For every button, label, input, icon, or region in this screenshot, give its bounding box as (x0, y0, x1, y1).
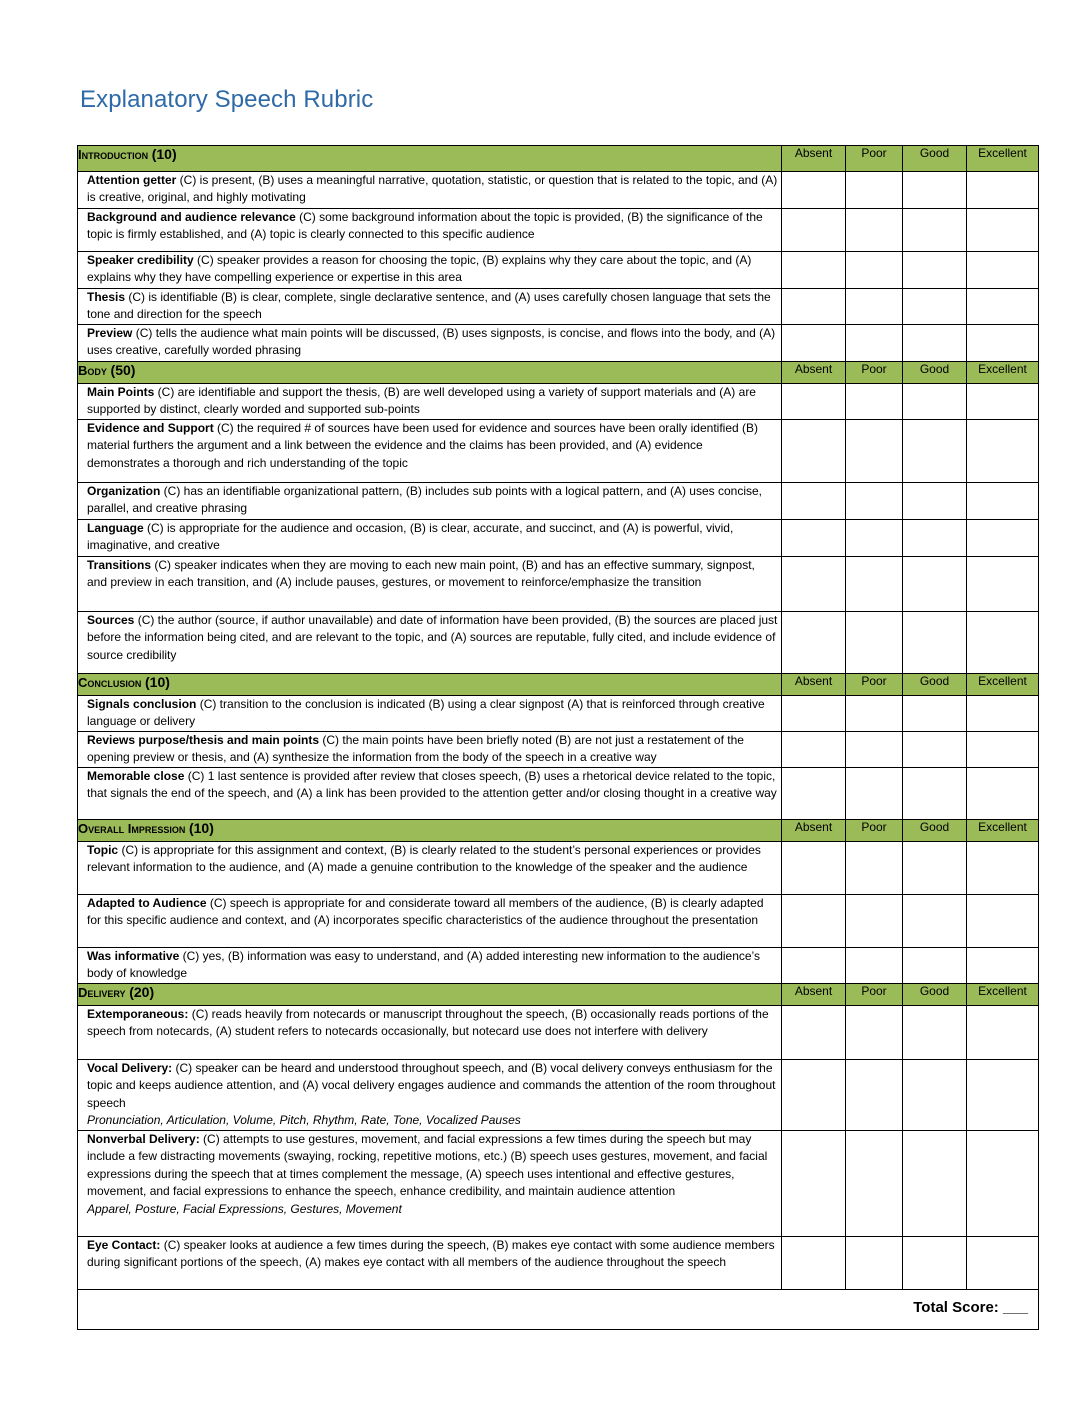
criterion-row (78, 1237, 1039, 1290)
criterion-label: Eye Contact: (87, 1238, 161, 1252)
total-score[interactable]: Total Score: ___ (78, 1290, 1039, 1330)
score-cell-poor[interactable] (846, 1006, 903, 1060)
score-cell-poor[interactable] (846, 612, 903, 674)
score-cell-good[interactable] (903, 948, 967, 984)
score-cell-excellent[interactable] (967, 768, 1039, 820)
score-cell-poor[interactable] (846, 483, 903, 520)
score-cell-poor[interactable] (846, 384, 903, 420)
score-cell-excellent[interactable] (967, 1006, 1039, 1060)
score-cell-excellent[interactable] (967, 1237, 1039, 1290)
section-header-row (78, 820, 1039, 842)
section-name: Introduction (78, 147, 149, 162)
section-title (78, 146, 782, 172)
criterion-text: (C) is identifiable (B) is clear, complete, single declarative sentence, and (A) uses carefully chosen language that sets the tone and direction for the speech (87, 290, 771, 322)
criterion-text: (C) the required # of sources have been used for evidence and sources have been orally identified (B) material furthers the argument and a link between the evidence and the claims has been provided, and (A) evidence demonstrates a thorough and rich understanding of the topic (87, 421, 759, 470)
score-cell-excellent[interactable] (967, 557, 1039, 612)
criterion-label: Speaker credibility (87, 253, 194, 267)
criterion-row (78, 420, 1039, 483)
score-cell-absent[interactable] (782, 483, 846, 520)
criterion-note: Pronunciation, Articulation, Volume, Pitch, Rhythm, Rate, Tone, Vocalized Pauses (87, 1113, 521, 1128)
criterion-row (78, 557, 1039, 612)
score-cell-absent[interactable] (782, 420, 846, 483)
score-cell-absent[interactable] (782, 252, 846, 289)
score-cell-excellent[interactable] (967, 1060, 1039, 1131)
criterion-text: (C) speaker looks at audience a few times during the speech, (B) makes eye contact with some audience members during significant portions of the speech, (A) makes eye contact with all members of the audience throughout the speech (87, 1238, 775, 1270)
criterion-label: Topic (87, 843, 119, 857)
criterion-description (78, 557, 782, 612)
score-cell-excellent[interactable] (967, 1131, 1039, 1237)
criterion-label: Organization (87, 484, 161, 498)
criterion-row (78, 520, 1039, 557)
criterion-row (78, 209, 1039, 252)
score-cell-absent[interactable] (782, 1237, 846, 1290)
score-cell-excellent[interactable] (967, 948, 1039, 984)
criterion-description (78, 289, 782, 325)
column-header-good: Good (903, 674, 967, 696)
score-cell-absent[interactable] (782, 732, 846, 768)
score-cell-absent[interactable] (782, 520, 846, 557)
score-cell-excellent[interactable] (967, 209, 1039, 252)
score-cell-poor[interactable] (846, 420, 903, 483)
column-header-excellent: Excellent (967, 674, 1039, 696)
page-title: Explanatory Speech Rubric (80, 86, 374, 113)
score-cell-good[interactable] (903, 1237, 967, 1290)
score-cell-poor[interactable] (846, 289, 903, 325)
criterion-text: (C) reads heavily from notecards or manuscript throughout the speech, (B) occasionally reads portions of the speech from notecards, (A) student refers to notecards occasionally, but notecard use does not interfere with delivery (87, 1007, 769, 1039)
column-header-good: Good (903, 362, 967, 384)
score-cell-absent[interactable] (782, 172, 846, 209)
score-cell-good[interactable] (903, 768, 967, 820)
section-header-row (78, 146, 1039, 172)
section-title (78, 362, 782, 384)
criterion-text: (C) speaker can be heard and understood throughout speech, and (B) vocal delivery conveys enthusiasm for the topic and keeps audience attention, and (A) vocal delivery engages audience and commands the attention of the room throughout speech (87, 1061, 776, 1110)
column-header-poor: Poor (846, 146, 903, 172)
column-header-good: Good (903, 820, 967, 842)
column-header-absent: Absent (782, 362, 846, 384)
criterion-description (78, 325, 782, 362)
score-cell-good[interactable] (903, 696, 967, 732)
criterion-description (78, 895, 782, 948)
column-header-excellent: Excellent (967, 362, 1039, 384)
score-cell-good[interactable] (903, 420, 967, 483)
criterion-label: Vocal Delivery: (87, 1061, 173, 1075)
score-cell-absent[interactable] (782, 1131, 846, 1237)
section-title (78, 674, 782, 696)
criterion-row (78, 325, 1039, 362)
criterion-text: (C) some background information about the topic is provided, (B) the significance of the topic is firmly established, and (A) topic is clearly connected to this specific audience (87, 210, 763, 242)
section-title (78, 820, 782, 842)
criterion-row (78, 252, 1039, 289)
criterion-label: Sources (87, 613, 135, 627)
score-cell-excellent[interactable] (967, 289, 1039, 325)
section-points: (50) (110, 362, 136, 378)
criterion-label: Reviews purpose/thesis and main points (87, 733, 320, 747)
score-cell-poor[interactable] (846, 1060, 903, 1131)
score-cell-good[interactable] (903, 252, 967, 289)
score-cell-poor[interactable] (846, 696, 903, 732)
score-cell-poor[interactable] (846, 209, 903, 252)
criterion-description (78, 520, 782, 557)
score-cell-poor[interactable] (846, 520, 903, 557)
column-header-good: Good (903, 984, 967, 1006)
score-cell-good[interactable] (903, 384, 967, 420)
score-cell-absent[interactable] (782, 895, 846, 948)
section-title (78, 984, 782, 1006)
criterion-note: Apparel, Posture, Facial Expressions, Gestures, Movement (87, 1201, 402, 1216)
score-cell-good[interactable] (903, 1006, 967, 1060)
criterion-label: Thesis (87, 290, 126, 304)
criterion-row (78, 696, 1039, 732)
section-name: Delivery (78, 985, 126, 1000)
section-points: (10) (145, 674, 170, 690)
criterion-row (78, 384, 1039, 420)
score-cell-absent[interactable] (782, 1006, 846, 1060)
section-header-row (78, 362, 1039, 384)
score-cell-poor[interactable] (846, 172, 903, 209)
criterion-label: Nonverbal Delivery: (87, 1132, 200, 1146)
column-header-poor: Poor (846, 362, 903, 384)
score-cell-poor[interactable] (846, 325, 903, 362)
score-cell-absent[interactable] (782, 768, 846, 820)
score-cell-good[interactable] (903, 1131, 967, 1237)
criterion-label: Adapted to Audience (87, 896, 207, 910)
column-header-excellent: Excellent (967, 984, 1039, 1006)
score-cell-absent[interactable] (782, 384, 846, 420)
score-cell-absent[interactable] (782, 209, 846, 252)
criterion-label: Preview (87, 326, 133, 340)
rubric-table (77, 145, 1039, 1330)
criterion-label: Signals conclusion (87, 697, 197, 711)
section-points: (10) (188, 820, 214, 836)
score-cell-excellent[interactable] (967, 172, 1039, 209)
score-cell-absent[interactable] (782, 696, 846, 732)
criterion-row (78, 1131, 1039, 1237)
column-header-poor: Poor (846, 984, 903, 1006)
column-header-absent: Absent (782, 984, 846, 1006)
criterion-description (78, 420, 782, 483)
score-cell-poor[interactable] (846, 1131, 903, 1237)
score-cell-absent[interactable] (782, 842, 846, 895)
criterion-text: (C) speaker indicates when they are moving to each new main point, (B) and has an effective summary, signpost, and preview in each transition, and (A) include pauses, gestures, or movement to reinforce/emphasize the transition (87, 558, 755, 590)
criterion-label: Memorable close (87, 769, 185, 783)
score-cell-good[interactable] (903, 483, 967, 520)
score-cell-excellent[interactable] (967, 483, 1039, 520)
column-header-poor: Poor (846, 820, 903, 842)
score-cell-good[interactable] (903, 520, 967, 557)
criterion-row (78, 948, 1039, 984)
criterion-text: (C) is present, (B) uses a meaningful narrative, quotation, statistic, or question that is related to the topic, and (A) is creative, original, and highly motivating (87, 173, 778, 205)
score-cell-poor[interactable] (846, 252, 903, 289)
criterion-text: (C) 1 last sentence is provided after review that closes speech, (B) uses a rhetorical device related to the topic, that signals the end of the speech, and (A) a link has been provided to the attention getter and/or closing thought in a creative way (87, 769, 777, 801)
score-cell-good[interactable] (903, 209, 967, 252)
criterion-description (78, 612, 782, 674)
criterion-description (78, 768, 782, 820)
score-cell-excellent[interactable] (967, 420, 1039, 483)
score-cell-good[interactable] (903, 612, 967, 674)
criterion-description (78, 384, 782, 420)
score-cell-good[interactable] (903, 325, 967, 362)
section-name: Overall Impression (78, 821, 186, 836)
section-header-row (78, 674, 1039, 696)
section-header-row (78, 984, 1039, 1006)
score-cell-excellent[interactable] (967, 325, 1039, 362)
column-header-absent: Absent (782, 820, 846, 842)
criterion-description (78, 696, 782, 732)
criterion-row (78, 172, 1039, 209)
criterion-label: Was informative (87, 949, 180, 963)
criterion-label: Attention getter (87, 173, 177, 187)
criterion-description (78, 172, 782, 209)
section-points: (20) (129, 984, 155, 1000)
criterion-row (78, 1060, 1039, 1131)
score-cell-absent[interactable] (782, 289, 846, 325)
criterion-row (78, 732, 1039, 768)
criterion-description (78, 483, 782, 520)
score-cell-excellent[interactable] (967, 895, 1039, 948)
score-cell-absent[interactable] (782, 612, 846, 674)
score-cell-excellent[interactable] (967, 384, 1039, 420)
criterion-description (78, 948, 782, 984)
column-header-good: Good (903, 146, 967, 172)
score-cell-excellent[interactable] (967, 252, 1039, 289)
criterion-text: (C) the main points have been briefly noted (B) are not just a restatement of the opening preview or thesis, and (A) synthesize the information from the body of the speech in a creative way (87, 733, 744, 765)
score-cell-absent[interactable] (782, 557, 846, 612)
score-cell-good[interactable] (903, 842, 967, 895)
criterion-row (78, 483, 1039, 520)
criterion-label: Evidence and Support (87, 421, 214, 435)
score-cell-excellent[interactable] (967, 732, 1039, 768)
criterion-label: Extemporaneous: (87, 1007, 189, 1021)
criterion-text: (C) speech is appropriate for and considerate toward all members of the audience, (B) is clearly adapted for this specific audience and context, and (A) incorporates specific characteristics of the audience throughout the presentation (87, 896, 764, 928)
score-cell-good[interactable] (903, 732, 967, 768)
criterion-text: (C) tells the audience what main points will be discussed, (B) uses signposts, is concise, and flows into the body, and (A) uses creative, carefully worded phrasing (87, 326, 776, 358)
section-points: (10) (151, 146, 177, 162)
score-cell-absent[interactable] (782, 325, 846, 362)
column-header-absent: Absent (782, 146, 846, 172)
criterion-row (78, 612, 1039, 674)
total-row (78, 1290, 1039, 1330)
score-cell-good[interactable] (903, 289, 967, 325)
column-header-absent: Absent (782, 674, 846, 696)
score-cell-poor[interactable] (846, 842, 903, 895)
criterion-description (78, 209, 782, 252)
score-cell-poor[interactable] (846, 948, 903, 984)
section-name: Body (78, 363, 107, 378)
criterion-description (78, 1237, 782, 1290)
criterion-text: (C) attempts to use gestures, movement, and facial expressions a few times during the speech but may include a few distracting movements (swaying, rocking, repetitive motions, etc.) (B) speech uses gestures, movement, and facial expressions during the speech that at times complement the message, (A) speech uses intentional and effective gestures, movement, and facial expressions to enhance the speech, enhance credibility, and maintain audience attention (87, 1132, 768, 1199)
column-header-excellent: Excellent (967, 146, 1039, 172)
criterion-row (78, 768, 1039, 820)
criterion-description (78, 1131, 782, 1237)
criterion-label: Main Points (87, 385, 155, 399)
score-cell-absent[interactable] (782, 1060, 846, 1131)
criterion-description (78, 732, 782, 768)
criterion-text: (C) the author (source, if author unavailable) and date of information have been provided, (B) the sources are placed just before the information being cited, and are relevant to the topic, and (A) sources are reputable, fully cited, and include evidence of source credibility (87, 613, 778, 662)
criterion-label: Transitions (87, 558, 152, 572)
criterion-text: (C) speaker provides a reason for choosing the topic, (B) explains why they care about the topic, and (A) explains why they have compelling experience or expertise in this area (87, 253, 752, 285)
score-cell-absent[interactable] (782, 948, 846, 984)
score-cell-poor[interactable] (846, 557, 903, 612)
score-cell-excellent[interactable] (967, 696, 1039, 732)
column-header-poor: Poor (846, 674, 903, 696)
criterion-row (78, 895, 1039, 948)
criterion-description (78, 1006, 782, 1060)
criterion-text: (C) are identifiable and support the thesis, (B) are well developed using a variety of support materials and (A) are supported by distinct, clearly worded and supported sub-points (87, 385, 756, 417)
criterion-text: (C) has an identifiable organizational pattern, (B) includes sub points with a logical pattern, and (A) uses concise, parallel, and creative phrasing (87, 484, 763, 516)
criterion-row (78, 842, 1039, 895)
criterion-row (78, 1006, 1039, 1060)
section-name: Conclusion (78, 675, 142, 690)
criterion-description (78, 1060, 782, 1131)
criterion-text: (C) yes, (B) information was easy to understand, and (A) added interesting new information to the audience’s body of knowledge (87, 949, 761, 981)
criterion-label: Language (87, 521, 144, 535)
criterion-text: (C) is appropriate for the audience and occasion, (B) is clear, accurate, and succinct, and (A) is powerful, vivid, imaginative, and creative (87, 521, 734, 553)
score-cell-excellent[interactable] (967, 520, 1039, 557)
score-cell-good[interactable] (903, 1060, 967, 1131)
score-cell-excellent[interactable] (967, 612, 1039, 674)
score-cell-excellent[interactable] (967, 842, 1039, 895)
criterion-text: (C) is appropriate for this assignment and context, (B) is clearly related to the student’s personal experiences or provides relevant information to the audience, and (A) made a genuine contribution to the knowledge of the speaker and the audience (87, 843, 761, 875)
criterion-row (78, 289, 1039, 325)
score-cell-good[interactable] (903, 895, 967, 948)
score-cell-poor[interactable] (846, 732, 903, 768)
score-cell-poor[interactable] (846, 1237, 903, 1290)
score-cell-good[interactable] (903, 557, 967, 612)
criterion-text: (C) transition to the conclusion is indicated (B) using a clear signpost (A) that is reinforced through creative language or delivery (87, 697, 765, 729)
criterion-label: Background and audience relevance (87, 210, 296, 224)
score-cell-poor[interactable] (846, 895, 903, 948)
column-header-excellent: Excellent (967, 820, 1039, 842)
criterion-description (78, 252, 782, 289)
criterion-description (78, 842, 782, 895)
score-cell-poor[interactable] (846, 768, 903, 820)
score-cell-good[interactable] (903, 172, 967, 209)
